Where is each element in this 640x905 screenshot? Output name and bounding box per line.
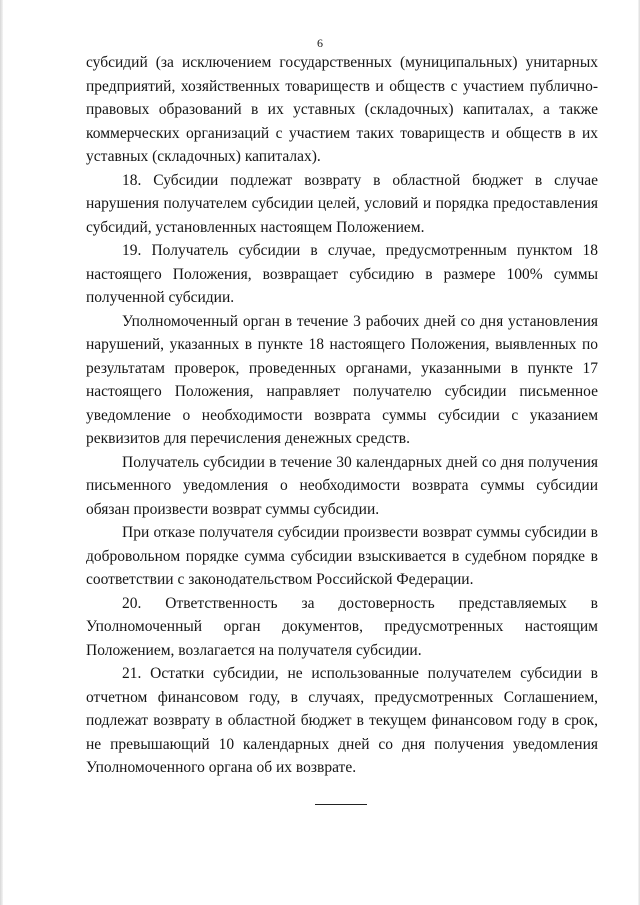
paragraph-19: 19. Получатель субсидии в случае, предусмотренным пунктом 18 настоящего Положения, возвращает субсидию в размере 100% суммы полученной субсидии.: [86, 242, 598, 306]
page-number: 6: [317, 36, 323, 50]
paragraph-19-notification: Уполномоченный орган в течение 3 рабочих дней со дня установления нарушений, указанных в пункте 18 настоящего Положения, выявленных по результатам проверок, проведенных органами, указанными в пункте 17 настоящего Положения, направляет получателю субсидии письменное уведомление о необходимости возврата суммы субсидии с указанием реквизитов для перечисления денежных средств.: [86, 312, 598, 447]
paragraph-19-return-deadline: Получатель субсидии в течение 30 календарных дней со дня получения письменного уведомления о необходимости возврата суммы субсидии обязан произвести возврат суммы субсидии.: [86, 453, 598, 518]
end-of-document-line: [315, 804, 367, 805]
scan-edge-left: [0, 0, 3, 905]
paragraph-21: 21. Остатки субсидии, не использованные получателем субсидии в отчетном финансовом году, в случаях, предусмотренных Соглашением, подлежат возврату в областной бюджет в текущем финансовом году в срок, не превышающий 10 календарных дней со дня получения уведомления Уполномоченного органа об их возврате.: [86, 665, 598, 776]
paragraph-18: 18. Субсидии подлежат возврату в областной бюджет в случае нарушения получателем субсидии целей, условий и порядка предоставления субсидий, установленных настоящем Положением.: [86, 171, 598, 236]
document-body: [86, 51, 598, 780]
paragraph-continuation: субсидий (за исключением государственных (муниципальных) унитарных предприятий, хозяйственных товариществ и обществ с участием публично-правовых образований в их уставных (складочных) капиталах, а также коммерческих организаций с участием таких товариществ и обществ в их уставных (складочных) капиталах).: [86, 54, 598, 165]
paragraph-20: 20. Ответственность за достоверность представляемых в Уполномоченный орган документов, предусмотренных настоящим Положением, возлагается на получателя субсидии.: [86, 594, 598, 659]
paragraph-19-court-recovery: При отказе получателя субсидии произвести возврат суммы субсидии в добровольном порядке сумма субсидии взыскивается в судебном порядке в соответствии с законодательством Российской Федерации.: [86, 524, 598, 588]
